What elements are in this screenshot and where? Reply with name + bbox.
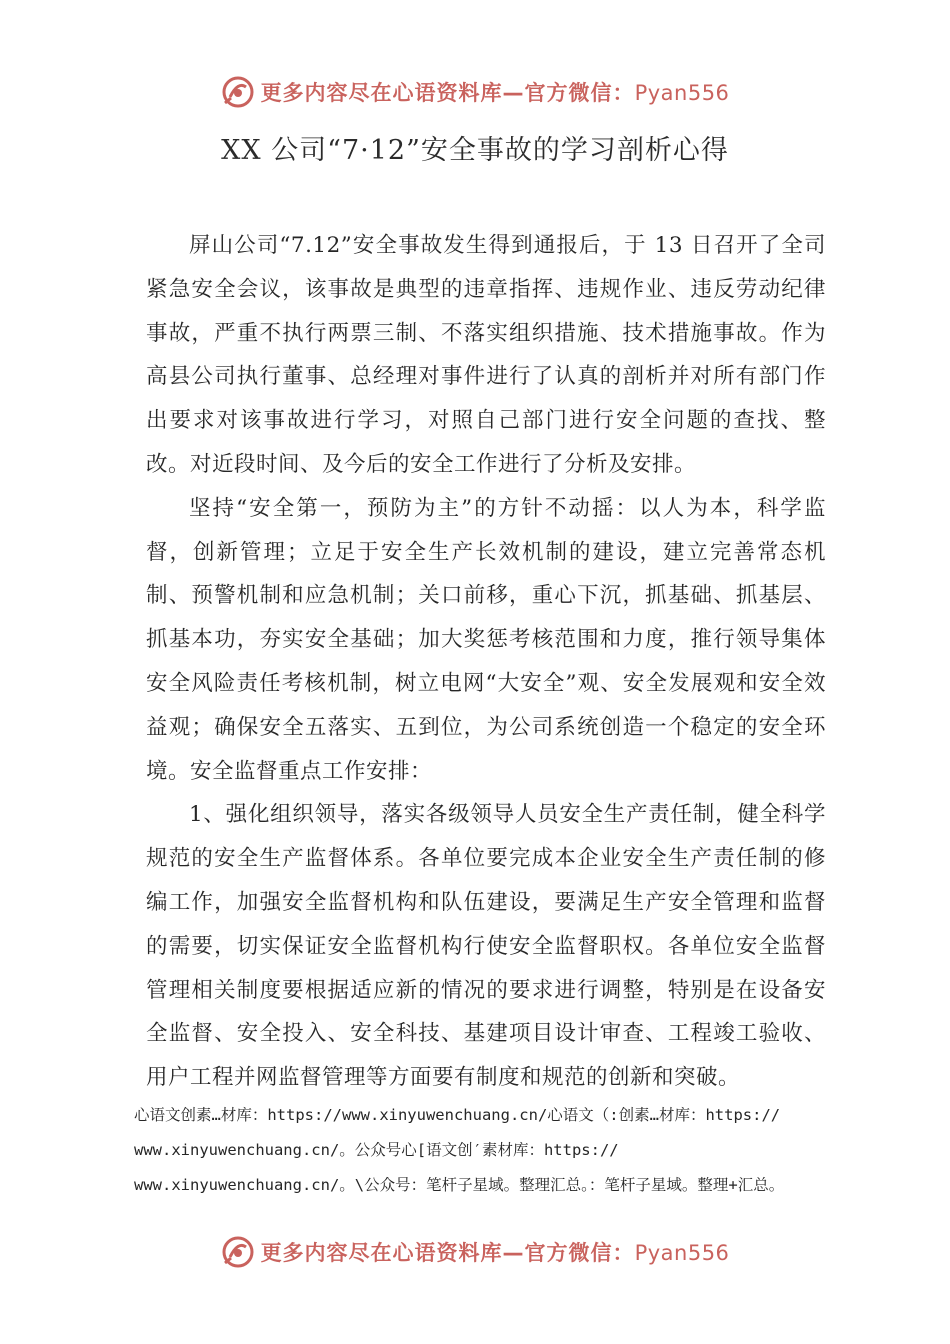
banner-wechat-id: Pyan556 bbox=[634, 81, 730, 105]
banner-text bbox=[261, 77, 730, 107]
footer-line-2: www.xinyuwenchuang.cn/。公众号心[语文创′素材库：https:// bbox=[134, 1141, 619, 1159]
paragraph-1: 屏山公司“7.12”安全事故发生得到通报后，于 13 日召开了全司紧急安全会议，该事故是典型的违章指挥、违规作业、违反劳动纪律事故，严重不执行两票三制、不落实组织措施、技术措施事故。作为高县公司执行董事、总经理对事件进行了认真的剖析并对所有部门作出要求对该事故进行学习，对照自己部门进行安全问题的查找、整改。对近段时间、及今后的安全工作进行了分析及安排。 bbox=[146, 233, 826, 477]
banner-wechat-id-bottom: Pyan556 bbox=[634, 1241, 730, 1265]
banner-text-bottom bbox=[261, 1237, 730, 1267]
logo-badge-icon bbox=[221, 1235, 255, 1269]
banner-slogan: 更多内容尽在心语资料库—官方微信： bbox=[260, 81, 635, 105]
paragraph-2: 坚持“安全第一，预防为主”的方针不动摇：以人为本，科学监督，创新管理；立足于安全生产长效机制的建设，建立完善常态机制、预警机制和应急机制；关口前移，重心下沉，抓基础、抓基层、抓基本功，夯实安全基础；加大奖惩考核范围和力度，推行领导集体安全风险责任考核机制，树立电网“大安全”观、安全发展观和安全效益观；确保安全五落实、五到位，为公司系统创造一个稳定的安全环境。安全监督重点工作安排： bbox=[146, 495, 826, 784]
paragraph-3: 1、强化组织领导，落实各级领导人员安全生产责任制，健全科学规范的安全生产监督体系。各单位要完成本企业安全生产责任制的修编工作，加强安全监督机构和队伍建设，要满足生产安全管理和监督的需要，切实保证安全监督机构行使安全监督职权。各单位安全监督管理相关制度要根据适应新的情况的要求进行调整，特别是在设备安全监督、安全投入、安全科技、基建项目设计审查、工程竣工验收、用户工程并网监督管理等方面要有制度和规范的创新和突破。 bbox=[146, 802, 826, 1091]
footer-banner bbox=[0, 1232, 950, 1272]
header-banner bbox=[0, 72, 950, 112]
banner-content bbox=[221, 75, 730, 109]
footer-line-1: 心语文创素…材库：https://www.xinyuwenchuang.cn/心语文（:创素…材库：https:// bbox=[134, 1106, 781, 1124]
banner-content-bottom bbox=[221, 1235, 730, 1269]
document-title: XX 公司“7·12”安全事故的学习剖析心得 bbox=[221, 135, 729, 166]
document-body bbox=[146, 224, 826, 1100]
footer-line-3: www.xinyuwenchuang.cn/。\公众号：笔杆子星域。整理汇总。：笔杆子星域。整理+汇总。 bbox=[134, 1176, 785, 1194]
banner-slogan-bottom: 更多内容尽在心语资料库—官方微信： bbox=[260, 1241, 635, 1265]
footer-note bbox=[134, 1098, 844, 1203]
logo-badge-icon bbox=[221, 75, 255, 109]
